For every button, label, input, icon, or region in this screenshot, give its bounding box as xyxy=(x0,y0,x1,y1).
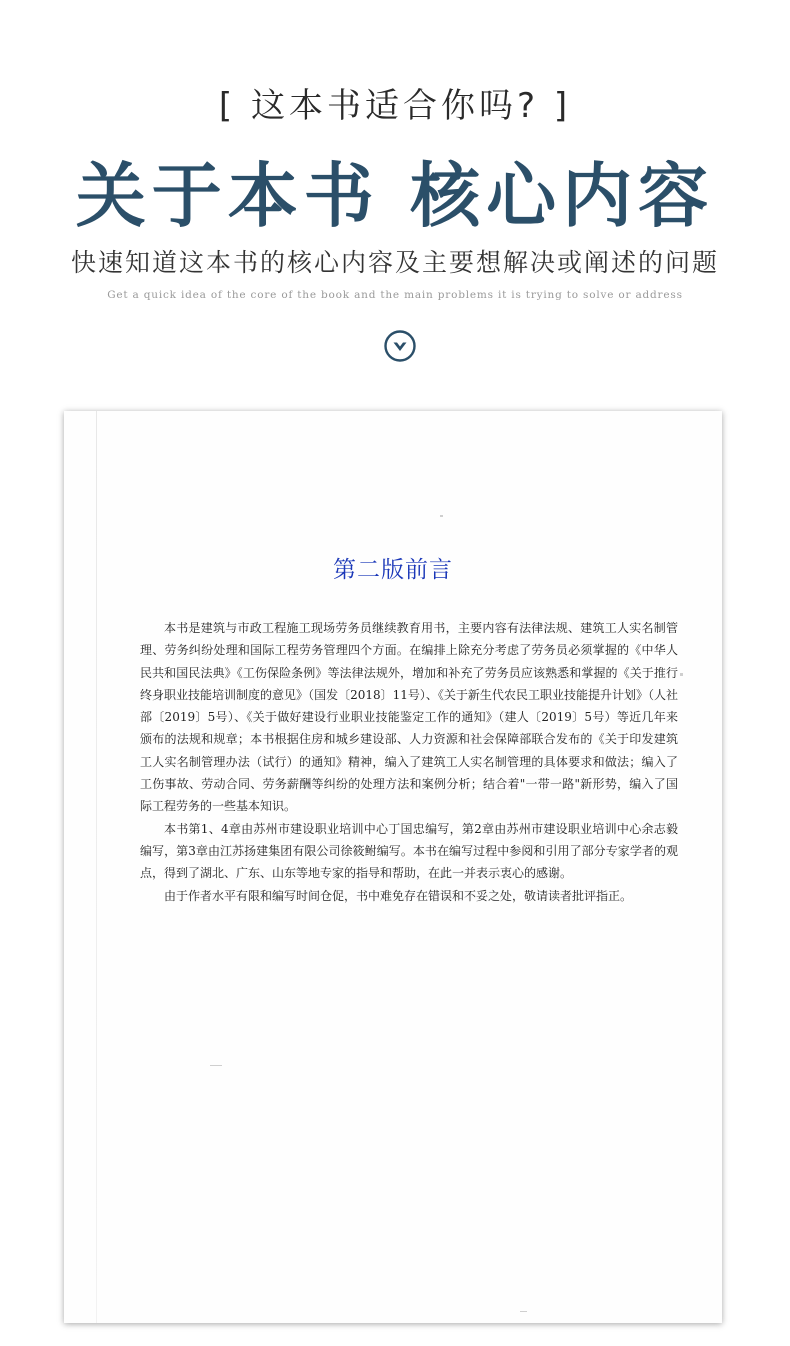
subtitle-english: Get a quick idea of the core of the book and the main problems it is trying to solve or address xyxy=(107,289,683,301)
main-title: 关于本书 核心内容 xyxy=(75,154,715,237)
scan-speck xyxy=(680,673,683,676)
preface-title: 第二版前言 xyxy=(333,557,453,583)
scan-speck xyxy=(210,1065,222,1066)
preface-body xyxy=(140,617,678,907)
tagline: [ 这本书适合你吗? ] xyxy=(218,86,572,126)
book-page-scan xyxy=(64,411,722,1323)
scan-speck xyxy=(440,515,443,517)
preface-paragraph: 由于作者水平有限和编写时间仓促，书中难免存在错误和不妥之处，敬请读者批评指正。 xyxy=(164,888,633,903)
preface-paragraph: 本书是建筑与市政工程施工现场劳务员继续教育用书，主要内容有法律法规、建筑工人实名制管理、劳务纠纷处理和国际工程劳务管理四个方面。在编排上除充分考虑了劳务员必须掌握的《中华人民共和国民法典》《工伤保险条例》等法律法规外，增加和补充了劳务员应该熟悉和掌握的《关于推行终身职业技能培训制度的意见》（国发〔2018〕11号）、《关于新生代农民工职业技能提升计划》（人社部〔2019〕5号）、《关于做好建设行业职业技能鉴定工作的通知》（建人〔2019〕5号）等近几年来颁布的法规和规章；本书根据住房和城乡建设部、人力资源和社会保障部联合发布的《关于印发建筑工人实名制管理办法（试行）的通知》精神，编入了建筑工人实名制管理的具体要求和做法；编入了工伤事故、劳动合同、劳务薪酬等纠纷的处理方法和案例分析；结合着"一带一路"新形势，编入了国际工程劳务的一些基本知识。 xyxy=(140,621,678,814)
scan-speck xyxy=(520,1311,527,1312)
preface-paragraph: 本书第1、4章由苏州市建设职业培训中心丁国忠编写，第2章由苏州市建设职业培训中心余志毅编写，第3章由江苏扬建集团有限公司徐筱鲋编写。本书在编写过程中参阅和引用了部分专家学者的观点，得到了湖北、广东、山东等地专家的指导和帮助，在此一并表示衷心的感谢。 xyxy=(140,821,678,881)
page-fold-line xyxy=(96,411,97,1323)
chevron-down-circle-icon xyxy=(384,330,416,362)
subtitle: 快速知道这本书的核心内容及主要想解决或阐述的问题 xyxy=(70,248,719,277)
header xyxy=(0,0,790,400)
